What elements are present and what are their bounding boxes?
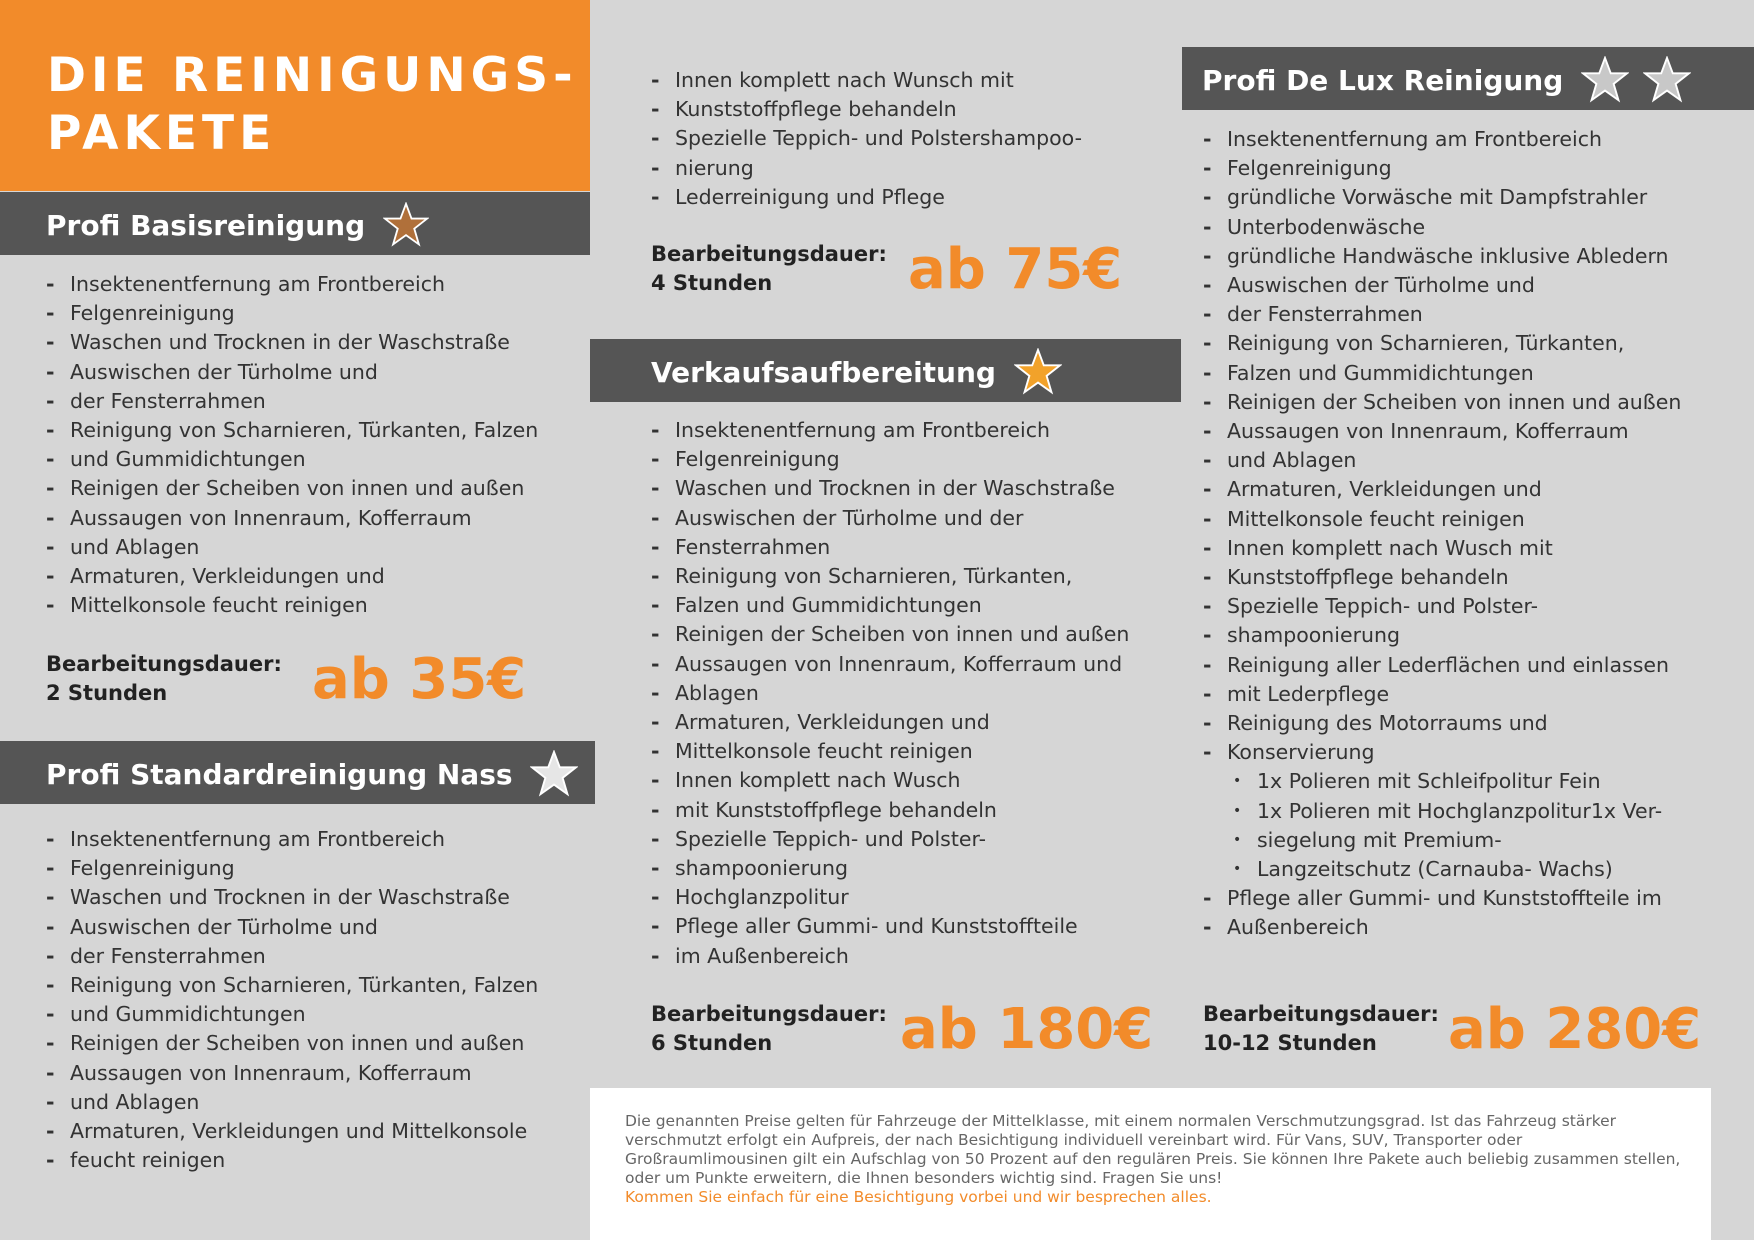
list-item: - Falzen und Gummidichtungen: [1203, 359, 1681, 388]
list-item: - Spezielle Teppich- und Polster-: [1203, 592, 1681, 621]
package-title-verkauf: Verkaufsaufbereitung: [651, 355, 996, 389]
list-item: - Reinigung von Scharnieren, Türkanten, Falzen: [46, 971, 538, 1000]
list-item: - Insektenentfernung am Frontbereich: [651, 416, 1129, 445]
list-item: - Pflege aller Gummi- und Kunststoffteile im: [1203, 884, 1681, 913]
list-item: - Kunststoffpflege behandeln: [1203, 563, 1681, 592]
list-item: - shampoonierung: [1203, 621, 1681, 650]
list-item: - Reinigen der Scheiben von innen und außen: [46, 1029, 538, 1058]
list-item: - gründliche Vorwäsche mit Dampfstrahler: [1203, 183, 1681, 212]
package-list-standard-cont: [651, 66, 1082, 212]
list-item: - Mittelkonsole feucht reinigen: [46, 591, 538, 620]
page-title-line-2: PAKETE: [47, 106, 277, 161]
list-item: - Waschen und Trocknen in der Waschstraße: [651, 474, 1129, 503]
duration-label: Bearbeitungsdauer:: [46, 652, 282, 676]
notice-body: Die genannten Preise gelten für Fahrzeuge der Mittelklasse, mit einem normalen Verschmutzungsgrad. Ist das Fahrzeug stärker verschmutzt erfolgt ein Aufpreis, der nach Besichtigung individuell vereinbart wird. Für Vans, SUV, Transporter oder Großraumlimousinen gilt ein Aufschlag von 50 Prozent auf den regulären Preis. Sie können Ihre Pakete auch beliebig zusammen stellen, oder um Punkte erweitern, die Ihnen besonders wichtig sind. Fragen Sie uns!: [625, 1112, 1681, 1187]
list-item: - der Fensterrahmen: [46, 942, 538, 971]
list-item: - Aussaugen von Innenraum, Kofferraum: [46, 504, 538, 533]
star-gold-icon: [1014, 348, 1062, 396]
duration-basis: [46, 650, 282, 708]
list-item: - Außenbereich: [1203, 913, 1681, 942]
duration-value: 10-12 Stunden: [1203, 1031, 1377, 1055]
price-notice: [590, 1088, 1711, 1240]
duration-label: Bearbeitungsdauer:: [651, 242, 887, 266]
list-item: - Konservierung: [1203, 738, 1681, 767]
list-item: - Reinigung aller Lederflächen und einlassen: [1203, 651, 1681, 680]
list-item: - Fensterrahmen: [651, 533, 1129, 562]
list-item: - Reinigen der Scheiben von innen und außen: [651, 620, 1129, 649]
list-item: - Reinigung von Scharnieren, Türkanten,: [1203, 329, 1681, 358]
list-item: - nierung: [651, 154, 1082, 183]
list-item: - Falzen und Gummidichtungen: [651, 591, 1129, 620]
list-item: - Insektenentfernung am Frontbereich: [46, 825, 538, 854]
list-item: - Insektenentfernung am Frontbereich: [46, 270, 538, 299]
list-item: - Reinigung des Motorraums und: [1203, 709, 1681, 738]
list-item: - Unterbodenwäsche: [1203, 213, 1681, 242]
list-item: - shampoonierung: [651, 854, 1129, 883]
sub-list-item: • 1x Polieren mit Schleifpolitur Fein: [1203, 767, 1681, 796]
duration-value: 2 Stunden: [46, 681, 168, 705]
star-silver-icon: [530, 750, 578, 798]
list-item: - Spezielle Teppich- und Polster-: [651, 825, 1129, 854]
duration-standard: [651, 240, 887, 298]
duration-value: 4 Stunden: [651, 271, 773, 295]
notice-text: [625, 1112, 1685, 1207]
list-item: - Pflege aller Gummi- und Kunststoffteile: [651, 912, 1129, 941]
duration-delux: [1203, 1000, 1439, 1058]
list-item: - und Ablagen: [46, 1088, 538, 1117]
price-delux: ab 280€: [1448, 997, 1702, 1062]
list-item: - Auswischen der Türholme und: [46, 913, 538, 942]
list-item: - Reinigen der Scheiben von innen und außen: [1203, 388, 1681, 417]
list-item: - und Gummidichtungen: [46, 445, 538, 474]
list-item: - Spezielle Teppich- und Polstershampoo-: [651, 124, 1082, 153]
list-item: - Reinigung von Scharnieren, Türkanten,: [651, 562, 1129, 591]
list-item: - Ablagen: [651, 679, 1129, 708]
package-title-basis: Profi Basisreinigung: [46, 208, 366, 242]
star-silver-icon: [1643, 56, 1691, 104]
package-header-verkauf: [590, 339, 1181, 402]
package-header-delux: [1182, 47, 1754, 110]
list-item: - Waschen und Trocknen in der Waschstraße: [46, 883, 538, 912]
list-item: - feucht reinigen: [46, 1146, 538, 1175]
list-item: - Aussaugen von Innenraum, Kofferraum und: [651, 650, 1129, 679]
list-item: - und Gummidichtungen: [46, 1000, 538, 1029]
list-item: - Innen komplett nach Wusch mit: [1203, 534, 1681, 563]
list-item: - Reinigung von Scharnieren, Türkanten, Falzen: [46, 416, 538, 445]
duration-label: Bearbeitungsdauer:: [1203, 1002, 1439, 1026]
package-list-standard: [46, 825, 538, 1175]
list-item: - der Fensterrahmen: [1203, 300, 1681, 329]
list-item: - Felgenreinigung: [651, 445, 1129, 474]
package-list-delux: [1203, 125, 1681, 943]
star-silver-icon: [1581, 56, 1629, 104]
sub-list-item: • Langzeitschutz (Carnauba- Wachs): [1203, 855, 1681, 884]
star-bronze-icon: [383, 202, 429, 248]
list-item: - im Außenbereich: [651, 942, 1129, 971]
list-item: - Innen komplett nach Wunsch mit: [651, 66, 1082, 95]
list-item: - Lederreinigung und Pflege: [651, 183, 1082, 212]
list-item: - der Fensterrahmen: [46, 387, 538, 416]
list-item: - Felgenreinigung: [46, 854, 538, 883]
list-item: - Armaturen, Verkleidungen und: [1203, 475, 1681, 504]
list-item: - Aussaugen von Innenraum, Kofferraum: [1203, 417, 1681, 446]
list-item: - Mittelkonsole feucht reinigen: [651, 737, 1129, 766]
package-list-verkauf: [651, 416, 1129, 971]
duration-label: Bearbeitungsdauer:: [651, 1002, 887, 1026]
duration-verkauf: [651, 1000, 887, 1058]
list-item: - Aussaugen von Innenraum, Kofferraum: [46, 1059, 538, 1088]
list-item: - Armaturen, Verkleidungen und: [651, 708, 1129, 737]
price-standard: ab 75€: [908, 237, 1123, 302]
list-item: - Felgenreinigung: [1203, 154, 1681, 183]
list-item: - Felgenreinigung: [46, 299, 538, 328]
package-title-standard: Profi Standardreinigung Nass: [46, 757, 513, 791]
package-title-delux: Profi De Lux Reinigung: [1202, 63, 1564, 97]
list-item: - und Ablagen: [46, 533, 538, 562]
list-item: - Waschen und Trocknen in der Waschstraße: [46, 328, 538, 357]
list-item: - Kunststoffpflege behandeln: [651, 95, 1082, 124]
list-item: - Hochglanzpolitur: [651, 883, 1129, 912]
list-item: - mit Lederpflege: [1203, 680, 1681, 709]
title-block: [0, 0, 590, 191]
list-item: - Mittelkonsole feucht reinigen: [1203, 505, 1681, 534]
list-item: - Auswischen der Türholme und: [1203, 271, 1681, 300]
list-item: - Auswischen der Türholme und: [46, 358, 538, 387]
package-header-basis: [0, 192, 590, 255]
notice-cta: Kommen Sie einfach für eine Besichtigung vorbei und wir besprechen alles.: [625, 1188, 1212, 1206]
package-list-basis: [46, 270, 538, 620]
package-header-standard: [0, 741, 595, 804]
list-item: - mit Kunststoffpflege behandeln: [651, 796, 1129, 825]
list-item: - und Ablagen: [1203, 446, 1681, 475]
sub-list-item: • 1x Polieren mit Hochglanzpolitur1x Ver-: [1203, 797, 1681, 826]
list-item: - Auswischen der Türholme und der: [651, 504, 1129, 533]
list-item: - Armaturen, Verkleidungen und Mittelkonsole: [46, 1117, 538, 1146]
duration-value: 6 Stunden: [651, 1031, 773, 1055]
list-item: - Armaturen, Verkleidungen und: [46, 562, 538, 591]
list-item: - Reinigen der Scheiben von innen und außen: [46, 474, 538, 503]
price-verkauf: ab 180€: [900, 997, 1154, 1062]
page-title-line-1: DIE REINIGUNGS-: [47, 48, 578, 103]
price-basis: ab 35€: [312, 647, 527, 712]
list-item: - gründliche Handwäsche inklusive Abledern: [1203, 242, 1681, 271]
list-item: - Insektenentfernung am Frontbereich: [1203, 125, 1681, 154]
list-item: - Innen komplett nach Wusch: [651, 766, 1129, 795]
sub-list-item: • siegelung mit Premium-: [1203, 826, 1681, 855]
